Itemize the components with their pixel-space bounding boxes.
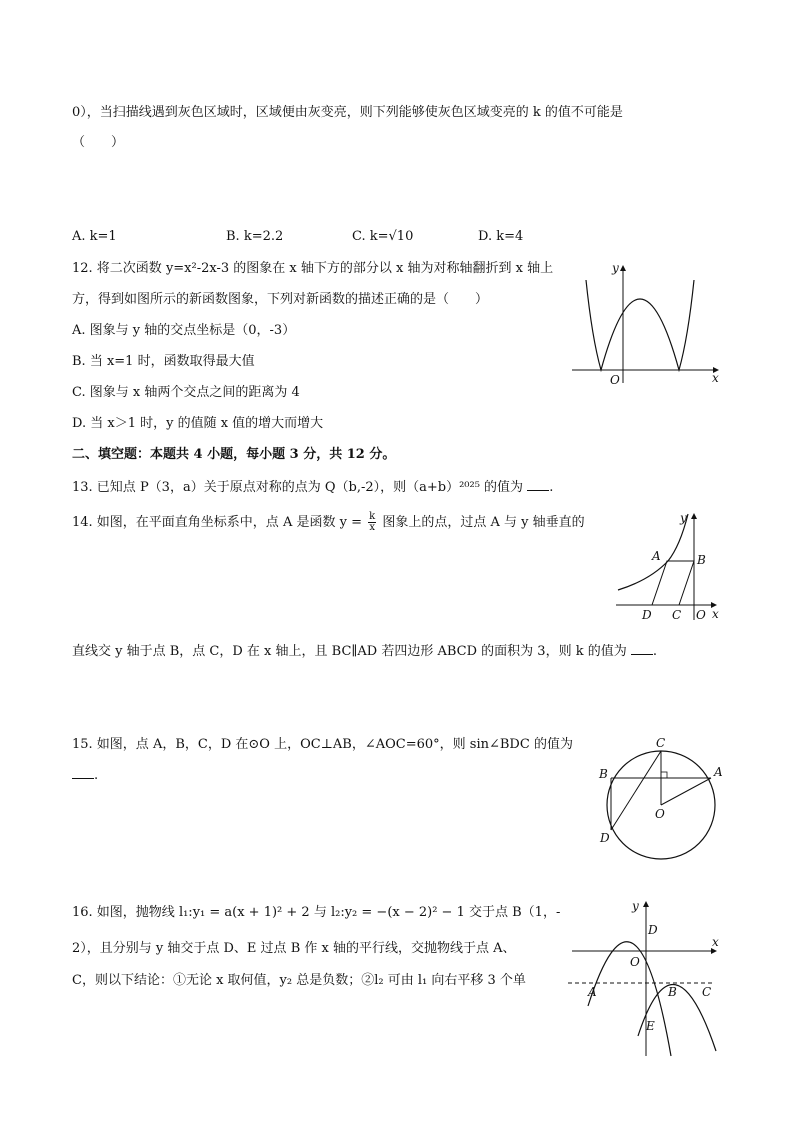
q12-graph: [568, 258, 728, 388]
q12-label-o: O: [610, 373, 620, 387]
q14-label-y: y: [680, 511, 687, 525]
q14-graph: [610, 508, 730, 628]
q15-label-d: D: [600, 831, 610, 845]
q12-curve: [586, 280, 694, 370]
q14-label-d: D: [642, 608, 652, 622]
q12-option-b: B. 当 x=1 时，函数取得最大值: [72, 354, 255, 369]
q14-line1: [72, 512, 585, 533]
q15-line1: 15. 如图，点 A，B，C，D 在⊙O 上，OC⊥AB，∠AOC=60°，则 sin∠BDC 的值为: [72, 737, 573, 752]
q16-label-b: B: [668, 985, 677, 999]
q14-line2: 直线交 y 轴于点 B，点 C，D 在 x 轴上，且 BC∥AD 若四边形 ABCD 的面积为 3，则 k 的值为 .: [72, 644, 657, 659]
q12-label-x: x: [712, 371, 719, 385]
q11-option-d: D. k=4: [478, 229, 524, 244]
q16-line1: 16. 如图，抛物线 l₁:y₁ = a(x + 1)² + 2 与 l₂:y₂ = −(x − 2)² − 1 交于点 B（1，-: [72, 905, 561, 920]
q12-option-d: D. 当 x＞1 时，y 的值随 x 值的增大而增大: [72, 416, 324, 431]
q14-label-o: O: [696, 608, 706, 622]
q13-line: 13. 已知点 P（3，a）关于原点对称的点为 Q（b,-2），则（a+b）²⁰²⁵ 的值为 .: [72, 480, 554, 495]
q12-option-a: A. 图象与 y 轴的交点坐标是（0，-3）: [72, 323, 296, 338]
q15-label-b: B: [599, 767, 608, 781]
q11-option-b: B. k=2.2: [226, 229, 284, 244]
q14-label-c: C: [672, 608, 682, 622]
q15-label-o: O: [655, 807, 665, 821]
q14-frac-num: k: [369, 511, 376, 522]
q16-label-o: O: [630, 955, 640, 969]
q15-blank-line: .: [72, 766, 98, 785]
q16-label-a: A: [588, 985, 597, 999]
section-2-heading: 二、填空题：本题共 4 小题，每小题 3 分，共 12 分。: [72, 447, 396, 462]
q14-label-a: A: [652, 549, 661, 563]
q16-label-x: x: [712, 935, 719, 949]
q12-option-c: C. 图象与 x 轴两个交点之间的距离为 4: [72, 385, 300, 400]
q14-label-b: B: [697, 553, 706, 567]
q16-graph: [566, 896, 726, 1060]
q15-label-a: A: [714, 765, 723, 779]
q14-frac-den: x: [369, 522, 375, 533]
q11-option-a: A. k=1: [72, 229, 117, 244]
q16-line3: C，则以下结论：①无论 x 取何值，y₂ 总是负数；②l₂ 可由 l₁ 向右平移 3 个单: [72, 973, 526, 988]
q15-segment-dc: [611, 751, 661, 830]
q14-fraction: [368, 512, 376, 533]
q15-answer-blank[interactable]: [72, 766, 94, 779]
q14-line2-text: 直线交 y 轴于点 B，点 C，D 在 x 轴上，且 BC∥AD 若四边形 ABCD 的面积为 3，则 k 的值为: [72, 644, 627, 659]
q16-label-e: E: [646, 1019, 655, 1033]
q16-line2: 2），且分别与 y 轴交于点 D、E 过点 B 作 x 轴的平行线，交抛物线于点 A、: [72, 941, 516, 956]
q15-graph: [594, 732, 734, 864]
q12-line2: 方，得到如图所示的新函数图象，下列对新函数的描述正确的是（ ）: [72, 292, 489, 307]
q14-line1-b: 图象上的点，过点 A 与 y 轴垂直的: [382, 515, 585, 530]
q15-right-angle-mark: [661, 772, 667, 778]
q11-option-c: C. k=√10: [352, 229, 414, 244]
q13-answer-blank[interactable]: [527, 478, 549, 491]
q16-label-y: y: [632, 899, 639, 913]
q14-label-x: x: [712, 607, 719, 621]
q13-text: 13. 已知点 P（3，a）关于原点对称的点为 Q（b,-2），则（a+b）²⁰²⁵ 的值为: [72, 480, 524, 495]
q12-label-y: y: [612, 261, 619, 275]
q16-label-d: D: [648, 923, 658, 937]
q11-line1: 0），当扫描线遇到灰色区域时，区域便由灰变亮，则下列能够使灰色区域变亮的 k 的值不可能是: [72, 105, 623, 120]
q15-label-c: C: [656, 736, 666, 750]
q15-segment-oa: [661, 778, 711, 805]
q11-paren: （ ）: [72, 135, 125, 150]
q14-answer-blank[interactable]: [631, 642, 653, 655]
q14-line1-a: 14. 如图，在平面直角坐标系中，点 A 是函数 y =: [72, 515, 362, 530]
q14-parallelogram: [652, 561, 694, 605]
q12-line1: 12. 将二次函数 y=x²-2x-3 的图象在 x 轴下方的部分以 x 轴为对称轴翻折到 x 轴上: [72, 261, 554, 276]
q16-label-c: C: [702, 985, 712, 999]
